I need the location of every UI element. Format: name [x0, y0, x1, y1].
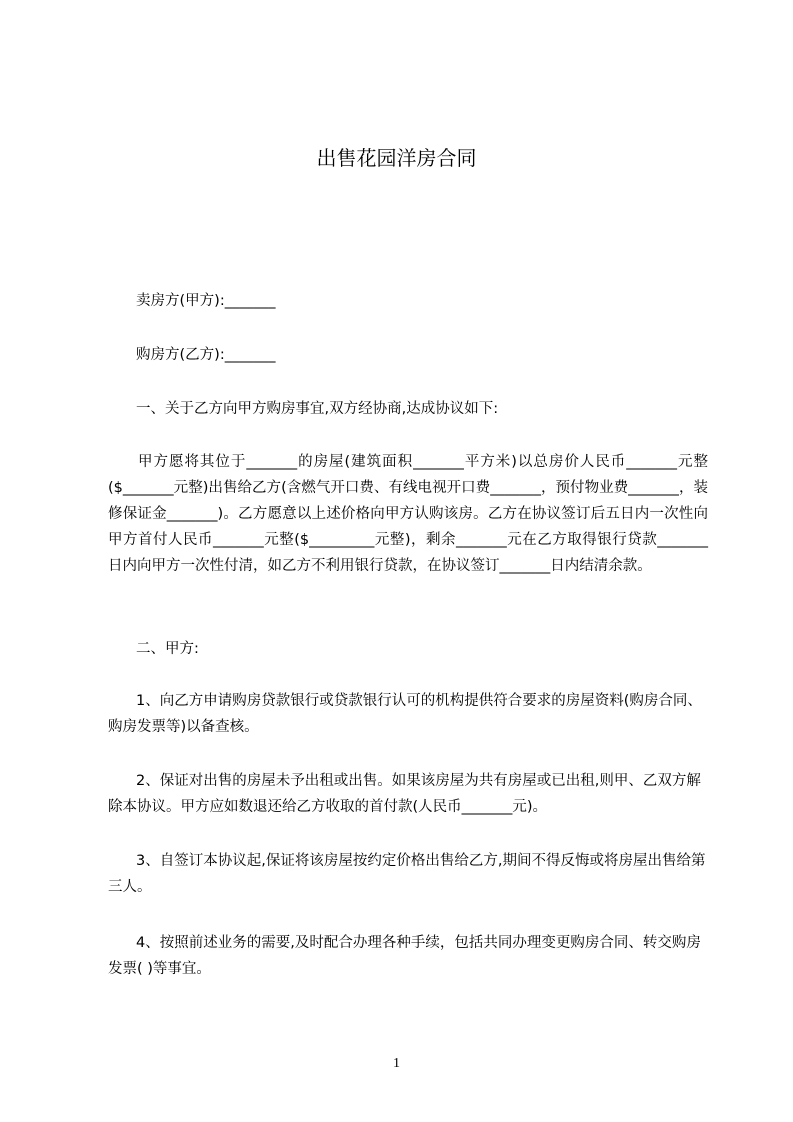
clause-item-2: 2、保证对出售的房屋未予出租或出售。如果该房屋为共有房屋或已出租,则甲、乙双方解除本协议。甲方应如数退还给乙方收取的首付款(人民币_______元)。: [108, 773, 701, 815]
section1-body: 甲方愿将其位于_______的房屋(建筑面积_______平方米)以总房价人民币_______元整($_______元整)出售给乙方(含燃气开口费、有线电视开口费_______，预付物业费_______，装修保证金_______)。乙方愿意以上述价格向甲方认购该房。乙方在协议签订后五日内一次性向甲方首付人民币_______元整($_________元整)，剩余_______元在乙方取得银行贷款_______日内向甲方一次性付清，如乙方不利用银行贷款，在协议签订_______日内结清余款。: [108, 454, 708, 574]
seller-line: 卖房方(甲方):_______: [136, 293, 276, 309]
buyer-line: 购房方(乙方):_______: [136, 347, 276, 363]
page-number: 1: [393, 1056, 400, 1071]
section1-heading: 一、关于乙方向甲方购房事宜,双方经协商,达成协议如下:: [136, 401, 499, 417]
clause-item-1: 1、向乙方申请购房贷款银行或贷款银行认可的机构提供符合要求的房屋资料(购房合同、购房发票等)以备查核。: [108, 693, 702, 735]
clause-item-4: 4、按照前述业务的需要,及时配合办理各种手续，包括共同办理变更购房合同、转交购房发票( )等事宜。: [108, 935, 701, 977]
section2-heading: 二、甲方:: [136, 641, 199, 657]
document-title: 出售花园洋房合同: [316, 146, 477, 170]
clause-item-3: 3、自签订本协议起,保证将该房屋按约定价格出售给乙方,期间不得反悔或将房屋出售给第三人。: [108, 853, 706, 895]
